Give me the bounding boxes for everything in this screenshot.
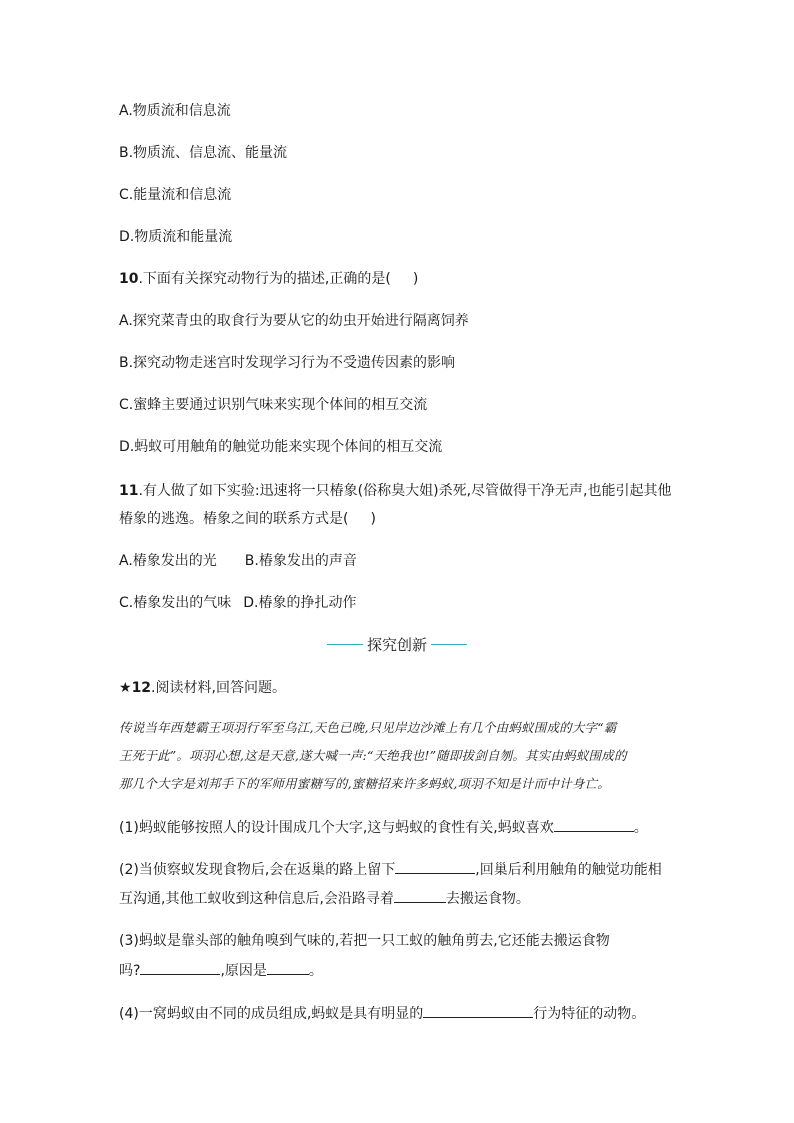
q12-number: 12 bbox=[131, 680, 152, 696]
answer-blank-3[interactable] bbox=[394, 888, 446, 903]
q10-stem bbox=[119, 269, 418, 289]
passage-line2: 王死于此”。项羽心想,这是天意,遂大喊一声:“天绝我也!”随即拔剑自刎。其实由蚂蚁围成的 bbox=[119, 748, 627, 763]
q11-stem-text2: 椿象的逃逸。椿象之间的联系方式是( bbox=[119, 511, 349, 527]
q12-sub2-text4: 去搬运食物。 bbox=[445, 891, 530, 907]
q9-option-c: C.能量流和信息流 bbox=[119, 187, 232, 203]
answer-blank-6[interactable] bbox=[423, 1003, 533, 1018]
q12-sub2-text1: (2)当侦察蚁发现食物后,会在返巢的路上留下 bbox=[119, 862, 396, 878]
q12-stem-text: .阅读材料,回答问题。 bbox=[151, 680, 286, 696]
section-heading bbox=[0, 632, 794, 657]
q11-option-c: C.椿象发出的气味 bbox=[119, 595, 232, 611]
q12-sub3-line2 bbox=[119, 960, 323, 981]
answer-blank-4[interactable] bbox=[140, 960, 220, 975]
q10-option-d: D.蚂蚁可用触角的触觉功能来实现个体间的相互交流 bbox=[119, 439, 443, 455]
q12-sub4-text2: 行为特征的动物。 bbox=[533, 1006, 646, 1022]
q11-option-a: A.椿象发出的光 bbox=[119, 553, 217, 569]
q12-sub3-text2: ,原因是 bbox=[220, 963, 267, 979]
q11-option-b: B.椿象发出的声音 bbox=[244, 553, 357, 569]
q12-sub2-line1 bbox=[119, 859, 662, 880]
q10-option-b: B.探究动物走迷宫时发现学习行为不受遗传因素的影响 bbox=[119, 355, 456, 371]
q10-stem-end: ) bbox=[412, 271, 419, 287]
q12-sub1 bbox=[119, 817, 648, 838]
q10-option-c: C.蜜蜂主要通过识别气味来实现个体间的相互交流 bbox=[119, 397, 428, 413]
answer-blank-2[interactable] bbox=[395, 859, 475, 874]
q10-number: 10 bbox=[119, 271, 139, 287]
q12-sub3-line1: (3)蚂蚁是靠头部的触角嗅到气味的,若把一只工蚁的触角剪去,它还能去搬运食物 bbox=[119, 933, 610, 949]
q9-option-a: A.物质流和信息流 bbox=[119, 103, 231, 119]
q11-number: 11 bbox=[119, 483, 139, 499]
q12-sub3-text1: 吗? bbox=[119, 963, 141, 979]
answer-blank-1[interactable] bbox=[554, 817, 634, 832]
section-rule-right bbox=[431, 644, 467, 645]
q10-stem-text: .下面有关探究动物行为的描述,正确的是( bbox=[138, 271, 391, 287]
q12-stem bbox=[119, 678, 286, 698]
q11-option-d: D.椿象的挣扎动作 bbox=[243, 595, 357, 611]
q9-option-b: B.物质流、信息流、能量流 bbox=[119, 145, 288, 161]
passage-line1: 传说当年西楚霸王项羽行军至乌江,天色已晚,只见岸边沙滩上有几个由蚂蚁围成的大字“霸 bbox=[119, 720, 617, 735]
q12-sub1-end: 。 bbox=[633, 820, 648, 836]
q11-stem-end: ) bbox=[370, 511, 376, 527]
q11-options-row2 bbox=[119, 593, 356, 613]
q12-sub2-text3: 互沟通,其他工蚁收到这种信息后,会沿路寻着 bbox=[119, 891, 394, 907]
section-title: 探究创新 bbox=[366, 635, 427, 654]
star-icon: ★ bbox=[119, 680, 132, 696]
q11-stem-text1: .有人做了如下实验:迅速将一只椿象(俗称臭大姐)杀死,尽管做得干净无声,也能引起其他 bbox=[138, 483, 672, 499]
q11-stem-line1 bbox=[119, 481, 671, 501]
section-rule-left bbox=[327, 644, 363, 645]
passage-line3: 那几个大字是刘邦手下的军师用蜜糖写的,蜜糖招来许多蚂蚁,项羽不知是计而中计身亡。 bbox=[119, 776, 610, 791]
q12-sub3-text3: 。 bbox=[308, 963, 323, 979]
q12-sub2-text2: ,回巢后利用触角的触觉功能相 bbox=[475, 862, 662, 878]
q12-sub1-text: (1)蚂蚁能够按照人的设计围成几个大字,这与蚂蚁的食性有关,蚂蚁喜欢 bbox=[119, 820, 554, 836]
q10-option-a: A.探究菜青虫的取食行为要从它的幼虫开始进行隔离饲养 bbox=[119, 313, 469, 329]
answer-blank-5[interactable] bbox=[267, 960, 309, 975]
q9-option-d: D.物质流和能量流 bbox=[119, 229, 233, 245]
q11-stem-line2 bbox=[119, 509, 376, 529]
q12-sub2-line2 bbox=[119, 888, 530, 909]
q11-options-row1 bbox=[119, 551, 357, 571]
q12-sub4-text1: (4)一窝蚂蚁由不同的成员组成,蚂蚁是具有明显的 bbox=[119, 1006, 424, 1022]
q12-sub4 bbox=[119, 1003, 645, 1024]
